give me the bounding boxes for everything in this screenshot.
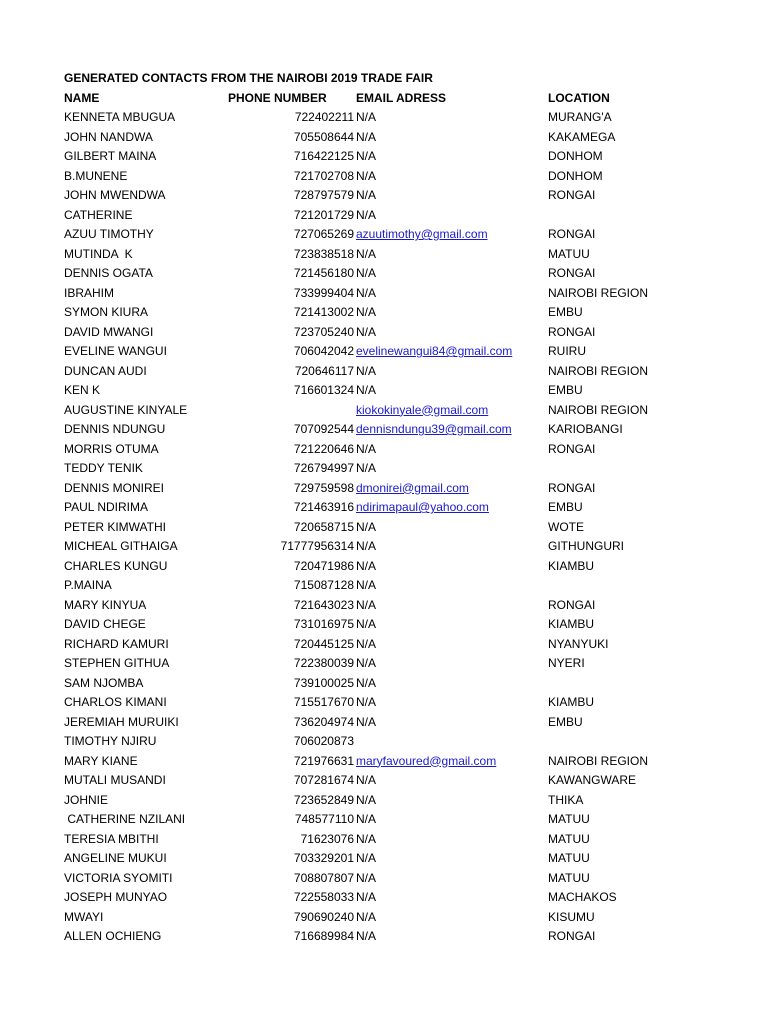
table-row: [64, 927, 744, 947]
contact-phone: 708807807: [293, 870, 354, 885]
table-row: [64, 479, 744, 499]
contact-location: NYERI: [548, 656, 585, 670]
contact-email: N/A: [356, 636, 377, 651]
contact-phone: 706020873: [293, 734, 354, 748]
contact-name: TEDDY TENIK: [64, 461, 143, 475]
contact-name: ANGELINE MUKUI: [64, 851, 167, 865]
table-row: [64, 420, 744, 440]
table-row: [64, 557, 744, 577]
contact-phone: 721702708: [293, 168, 354, 183]
contact-location: RUIRU: [548, 344, 586, 358]
contact-name: DAVID MWANGI: [64, 324, 154, 339]
contact-email: N/A: [356, 441, 377, 456]
contact-email-link[interactable]: ndirimapaul@yahoo.com: [356, 500, 489, 514]
contact-name: MUTALI MUSANDI: [64, 773, 166, 787]
table-row: [64, 674, 744, 694]
contact-location: MACHAKOS: [548, 890, 617, 904]
contact-email: N/A: [356, 597, 377, 612]
contact-phone: 707092544: [293, 422, 354, 436]
contact-email: N/A: [356, 519, 377, 534]
contact-email: N/A: [356, 266, 377, 280]
contact-phone: 736204974: [293, 714, 354, 729]
contact-location: KIAMBU: [548, 617, 595, 631]
contact-name: DENNIS MONIREI: [64, 480, 165, 495]
table-row: [64, 303, 744, 323]
contact-name: DAVID CHEGE: [64, 617, 146, 631]
contact-email: N/A: [356, 812, 377, 826]
table-row: [64, 752, 744, 772]
table-row: [64, 576, 744, 596]
contact-phone: 721643023: [293, 597, 354, 612]
contact-location: RONGAI: [548, 480, 596, 495]
header-email: EMAIL ADRESS: [356, 90, 447, 105]
contact-email: N/A: [356, 383, 377, 397]
contact-email: N/A: [356, 285, 377, 300]
contact-phone: 728797579: [293, 188, 354, 202]
table-row: [64, 323, 744, 343]
contact-name: AUGUSTINE KINYALE: [64, 402, 188, 417]
contact-phone: 720445125: [293, 636, 354, 651]
contact-name: EVELINE WANGUI: [64, 344, 167, 358]
contact-name: SYMON KIURA: [64, 305, 149, 319]
contact-location: NAIROBI REGION: [548, 402, 649, 417]
contact-name: PAUL NDIRIMA: [64, 500, 149, 514]
table-row: [64, 791, 744, 811]
contact-phone: 726794997: [293, 461, 354, 475]
table-row: [64, 245, 744, 265]
contact-email: N/A: [356, 656, 377, 670]
contact-email: N/A: [356, 792, 377, 807]
contact-email: N/A: [356, 363, 377, 378]
contact-email: N/A: [356, 870, 377, 885]
contact-email: N/A: [356, 129, 377, 144]
table-row: [64, 108, 744, 128]
table-row: [64, 693, 744, 713]
contact-name: MUTINDA K: [64, 246, 133, 261]
contact-location: KAWANGWARE: [548, 773, 637, 787]
contact-email: N/A: [356, 558, 377, 573]
contact-name: CATHERINE: [64, 207, 133, 222]
contact-location: RONGAI: [548, 441, 596, 456]
contact-phone: 71623076: [300, 831, 354, 846]
table-row: [64, 186, 744, 206]
table-row: [64, 537, 744, 557]
contact-email: N/A: [356, 929, 377, 943]
contact-email: N/A: [356, 578, 377, 592]
contact-name: DENNIS OGATA: [64, 266, 153, 280]
contact-name: CATHERINE NZILANI: [64, 812, 186, 826]
table-row: [64, 206, 744, 226]
contact-email-link[interactable]: dennisndungu39@gmail.com: [356, 422, 512, 436]
table-row: [64, 284, 744, 304]
contact-phone: 706042042: [293, 344, 354, 358]
table-row: [64, 459, 744, 479]
contact-phone: 790690240: [293, 909, 354, 924]
contact-phone: 721463916: [293, 500, 354, 514]
contact-email: N/A: [356, 909, 377, 924]
table-row: [64, 635, 744, 655]
contact-name: IBRAHIM: [64, 285, 115, 300]
contact-email: N/A: [356, 305, 377, 319]
header-name: NAME: [64, 90, 100, 105]
contact-name: SAM NJOMBA: [64, 675, 144, 690]
contact-name: JOHNIE: [64, 792, 109, 807]
contact-name: TIMOTHY NJIRU: [64, 734, 157, 748]
contact-phone: 721976631: [293, 753, 354, 768]
contact-phone: 71777956314: [280, 539, 354, 553]
contact-email-link[interactable]: dmonirei@gmail.com: [356, 480, 469, 495]
contact-phone: 733999404: [293, 285, 354, 300]
table-row: [64, 830, 744, 850]
contact-email: N/A: [356, 539, 377, 553]
table-row: [64, 810, 744, 830]
contact-name: VICTORIA SYOMITI: [64, 870, 173, 885]
contact-email: N/A: [356, 890, 377, 904]
contact-name: KEN K: [64, 383, 101, 397]
contact-location: RONGAI: [548, 266, 596, 280]
contact-email-link[interactable]: maryfavoured@gmail.com: [356, 753, 497, 768]
table-row: [64, 713, 744, 733]
contact-location: EMBU: [548, 305, 583, 319]
contact-email: N/A: [356, 675, 377, 690]
contact-email: N/A: [356, 695, 377, 709]
contact-location: KIAMBU: [548, 558, 595, 573]
table-row: [64, 615, 744, 635]
contact-name: GILBERT MAINA: [64, 149, 157, 163]
table-row: [64, 225, 744, 245]
contact-phone: 721413002: [293, 305, 354, 319]
table-row: [64, 362, 744, 382]
contact-name: MARY KIANE: [64, 753, 138, 768]
contact-email: N/A: [356, 324, 377, 339]
table-row: [64, 167, 744, 187]
table-row: [64, 654, 744, 674]
contact-phone: 703329201: [293, 851, 354, 865]
contact-location: MATUU: [548, 831, 590, 846]
contact-email: N/A: [356, 110, 377, 124]
table-row: [64, 908, 744, 928]
contact-phone: 729759598: [293, 480, 354, 495]
contact-email: N/A: [356, 168, 377, 183]
contact-phone: 721201729: [293, 207, 354, 222]
contact-name: MWAYI: [64, 909, 104, 924]
contact-location: EMBU: [548, 500, 583, 514]
table-row: [64, 264, 744, 284]
contact-name: DUNCAN AUDI: [64, 363, 147, 378]
contact-email: N/A: [356, 188, 377, 202]
table-row: [64, 518, 744, 538]
contact-phone: 720646117: [294, 363, 354, 378]
contact-name: JOHN MWENDWA: [64, 188, 166, 202]
contact-location: MATUU: [548, 851, 590, 865]
contact-name: MICHEAL GITHAIGA: [64, 539, 178, 553]
contact-email: N/A: [356, 207, 377, 222]
header-location: LOCATION: [548, 90, 610, 105]
contact-name: JOHN NANDWA: [64, 129, 153, 144]
contact-email: N/A: [356, 851, 377, 865]
document-title: GENERATED CONTACTS FROM THE NAIROBI 2019 TRADE FAIR: [64, 71, 433, 85]
contact-email: N/A: [356, 617, 377, 631]
contact-location: MATUU: [548, 870, 590, 885]
table-row: [64, 849, 744, 869]
contact-name: B.MUNENE: [64, 168, 128, 183]
contact-location: KARIOBANGI: [548, 422, 623, 436]
table-row: [64, 888, 744, 908]
contact-phone: 722402211: [294, 110, 354, 124]
contact-location: RONGAI: [548, 597, 596, 612]
table-row: [64, 381, 744, 401]
contact-location: KIAMBU: [548, 695, 595, 709]
contact-location: MATUU: [548, 246, 590, 261]
table-row: [64, 771, 744, 791]
contact-phone: 720658715: [293, 519, 354, 534]
contact-location: KAKAMEGA: [548, 129, 616, 144]
contact-location: THIKA: [548, 792, 584, 807]
contact-location: NAIROBI REGION: [548, 285, 649, 300]
contact-location: MATUU: [548, 812, 590, 826]
contact-location: GITHUNGURI: [548, 539, 624, 553]
contact-phone: 722558033: [293, 890, 354, 904]
contact-phone: 721456180: [293, 266, 354, 280]
contact-email-link[interactable]: azuutimothy@gmail.com: [356, 227, 488, 241]
table-row: [64, 596, 744, 616]
contact-name: CHARLOS KIMANI: [64, 695, 167, 709]
contact-phone: 723838518: [293, 246, 354, 261]
contact-phone: 705508644: [293, 129, 354, 144]
contact-phone: 727065269: [293, 227, 354, 241]
contact-phone: 716601324: [293, 383, 354, 397]
contact-name: JEREMIAH MURUIKI: [64, 714, 179, 729]
contact-phone: 722380039: [293, 656, 354, 670]
contact-location: MURANG'A: [548, 110, 612, 124]
contact-name: MARY KINYUA: [64, 597, 147, 612]
contact-name: MORRIS OTUMA: [64, 441, 159, 456]
contact-location: DONHOM: [548, 149, 603, 163]
table-row: [64, 128, 744, 148]
contact-phone: 721220646: [293, 441, 354, 456]
contact-name: RICHARD KAMURI: [64, 636, 169, 651]
contacts-sheet: [64, 69, 744, 947]
contact-name: CHARLES KUNGU: [64, 558, 168, 573]
contact-email: N/A: [356, 461, 377, 475]
table-row: [64, 401, 744, 421]
contact-email: N/A: [356, 246, 377, 261]
contact-email: N/A: [356, 773, 377, 787]
contact-location: NAIROBI REGION: [548, 363, 649, 378]
contact-email: N/A: [356, 149, 377, 163]
contact-name: STEPHEN GITHUA: [64, 656, 170, 670]
contact-location: DONHOM: [548, 168, 603, 183]
contact-name: DENNIS NDUNGU: [64, 422, 166, 436]
contact-location: NAIROBI REGION: [548, 753, 649, 768]
contact-name: AZUU TIMOTHY: [64, 227, 154, 241]
table-row: [64, 342, 744, 362]
contact-location: NYANYUKI: [548, 636, 609, 651]
contact-phone: 715087128: [293, 578, 354, 592]
contact-phone: 731016975: [293, 617, 354, 631]
contact-location: KISUMU: [548, 909, 595, 924]
contact-location: EMBU: [548, 383, 583, 397]
contact-phone: 720471986: [293, 558, 354, 573]
contact-location: RONGAI: [548, 324, 596, 339]
contact-location: RONGAI: [548, 188, 596, 202]
table-row: [64, 869, 744, 889]
table-row: [64, 498, 744, 518]
table-row: [64, 440, 744, 460]
contact-email-link[interactable]: evelinewangui84@gmail.com: [356, 344, 513, 358]
contact-name: ALLEN OCHIENG: [64, 929, 162, 943]
contact-email-link[interactable]: kiokokinyale@gmail.com: [356, 402, 489, 417]
contact-phone: 748577110: [294, 812, 354, 826]
contact-phone: 739100025: [293, 675, 354, 690]
contact-phone: 715517670: [293, 695, 354, 709]
contact-name: PETER KIMWATHI: [64, 519, 166, 534]
contact-name: KENNETA MBUGUA: [64, 110, 176, 124]
contact-email: N/A: [356, 831, 377, 846]
contact-phone: 707281674: [293, 773, 354, 787]
contacts-table-body: [64, 108, 744, 947]
header-phone: PHONE NUMBER: [228, 90, 327, 105]
contact-name: JOSEPH MUNYAO: [64, 890, 168, 904]
contact-location: EMBU: [548, 714, 583, 729]
table-header-row: [64, 89, 744, 109]
contact-name: TERESIA MBITHI: [64, 831, 159, 846]
table-row: [64, 147, 744, 167]
contact-email: N/A: [356, 714, 377, 729]
contact-location: RONGAI: [548, 929, 596, 943]
contact-location: RONGAI: [548, 227, 596, 241]
contact-phone: 716422125: [293, 149, 354, 163]
contact-location: WOTE: [548, 519, 584, 534]
contact-phone: 723652849: [293, 792, 354, 807]
contact-phone: 723705240: [293, 324, 354, 339]
table-row: [64, 732, 744, 752]
contact-phone: 716689984: [293, 929, 354, 943]
contact-name: P.MAINA: [64, 578, 112, 592]
